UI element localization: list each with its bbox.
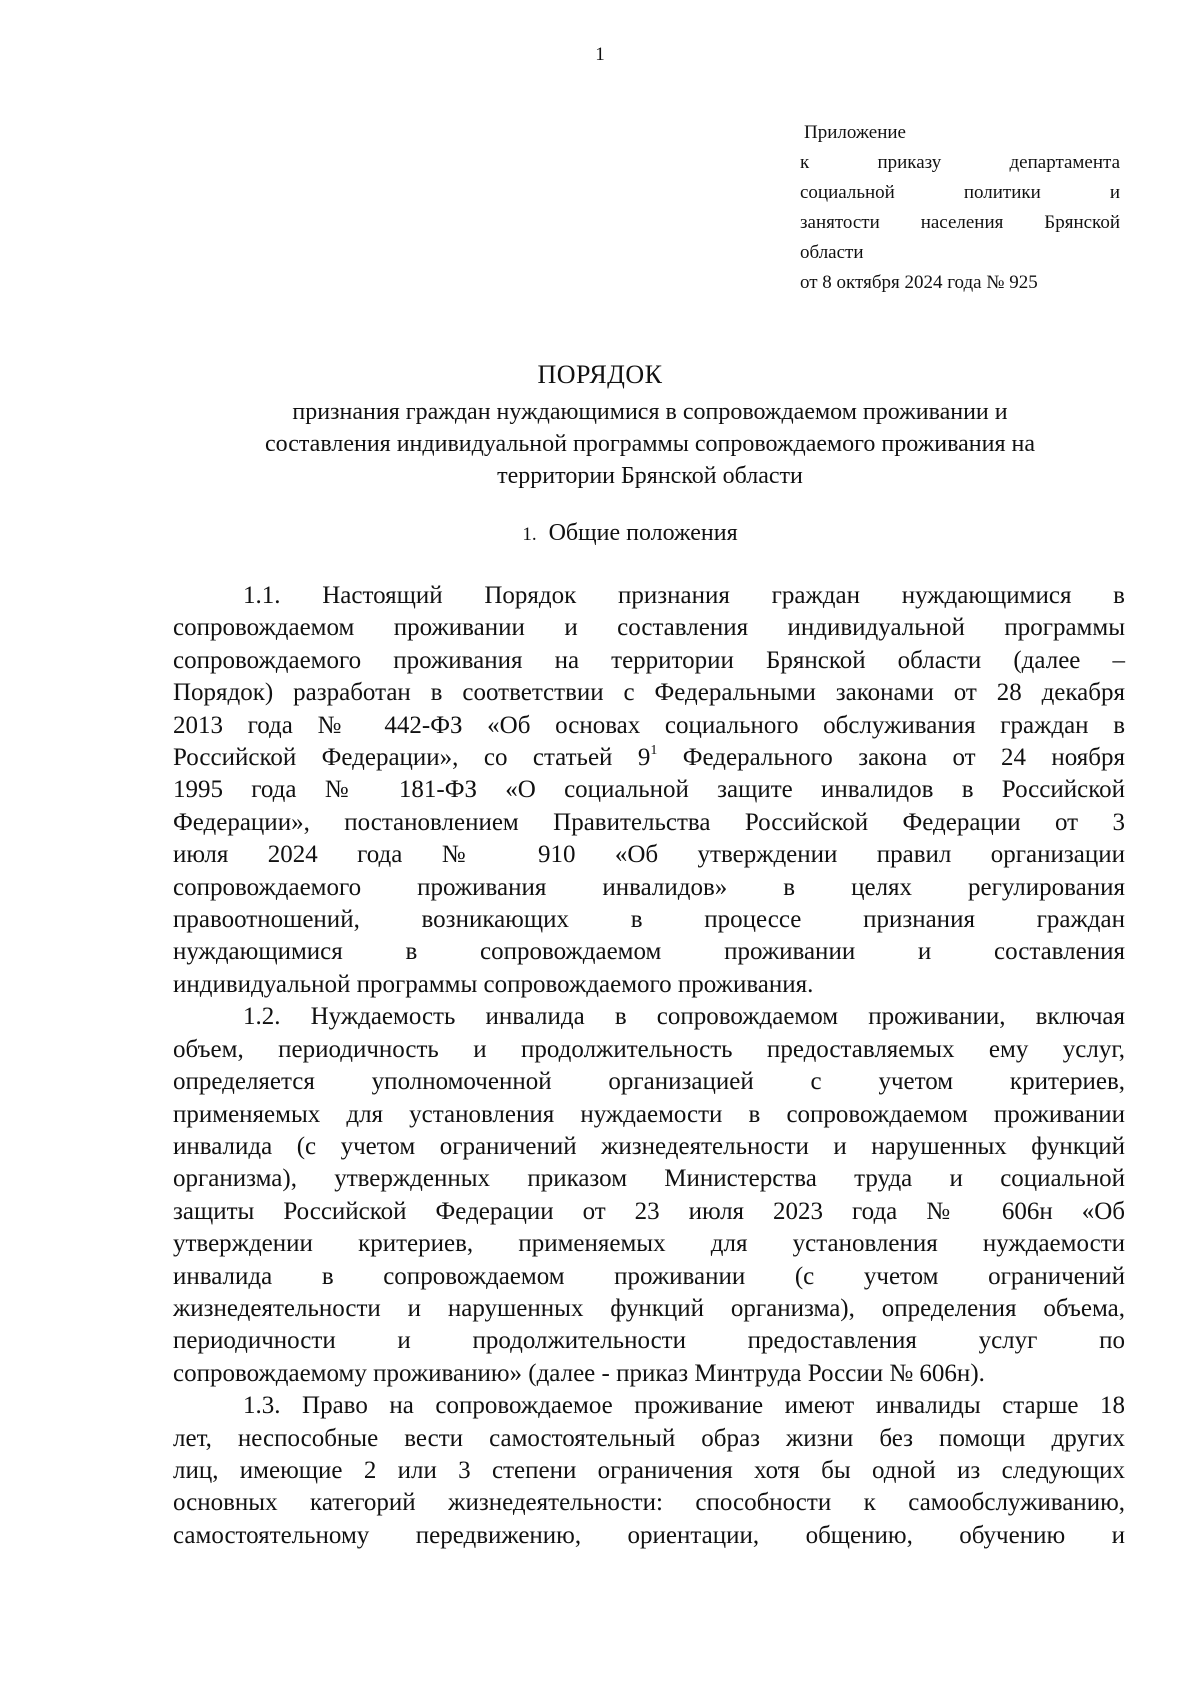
paragraph-1-3 (173, 1390, 1125, 1552)
superscript: 1 (650, 742, 658, 758)
paragraph-1-2 (173, 1001, 1125, 1390)
paragraph-line: правоотношений, возникающих в процессе признания граждан (173, 906, 1125, 934)
paragraph-line: 2013 года № 442-ФЗ «Об основах социального обслуживания граждан в (173, 711, 1125, 739)
paragraph-1-1 (173, 580, 1125, 1001)
paragraph-line: сопровождаемого проживания инвалидов» в целях регулирования (173, 873, 1125, 901)
appendix-block (800, 118, 1120, 298)
paragraph-line: индивидуальной программы сопровождаемого проживания. (173, 970, 814, 998)
page-number: 1 (595, 44, 605, 65)
subtitle-line: территории Брянской области (497, 463, 803, 489)
paragraph-line: сопровождаемому проживанию» (далее - приказ Минтруда России № 606н). (173, 1359, 985, 1387)
paragraph-line: утверждении критериев, применяемых для установления нуждаемости (173, 1230, 1125, 1258)
paragraph-line: сопровождаемого проживания на территории Брянской области (далее – (173, 646, 1125, 674)
subtitle-line: признания граждан нуждающимися в сопровождаемом проживании и (292, 399, 1008, 425)
paragraph-line: основных категорий жизнедеятельности: способности к самообслуживанию, (173, 1489, 1125, 1517)
paragraph-line: лиц, имеющие 2 или 3 степени ограничения хотя бы одной из следующих (173, 1456, 1125, 1484)
appendix-line: занятости населения Брянской (800, 212, 1120, 233)
appendix-line: социальной политики и (800, 182, 1120, 203)
line-text: Федерального закона от 24 ноября (657, 744, 1126, 772)
paragraph-line: инвалида в сопровождаемом проживании (с учетом ограничений (173, 1262, 1125, 1290)
paragraph-line: определяется уполномоченной организацией с учетом критериев, (173, 1068, 1125, 1096)
line-text: Российской Федерации», со статьей 9 (173, 744, 651, 772)
section-heading (0, 520, 1200, 547)
section-title: Общие положения (548, 520, 738, 546)
paragraph-line: 1995 года № 181-ФЗ «О социальной защите инвалидов в Российской (173, 776, 1125, 804)
document-subtitle (170, 396, 1130, 492)
appendix-line: Приложение (804, 122, 906, 143)
document-title: ПОРЯДОК (537, 360, 663, 389)
appendix-line: области (800, 242, 864, 263)
paragraph-line: Федерации», постановлением Правительства Российской Федерации от 3 (173, 808, 1125, 836)
paragraph-line: объем, периодичность и продолжительность предоставляемых ему услуг, (173, 1035, 1125, 1063)
appendix-line: к приказу департамента (800, 152, 1120, 173)
paragraph-line: применяемых для установления нуждаемости в сопровождаемом проживании (173, 1100, 1125, 1128)
paragraph-line: июля 2024 года № 910 «Об утверждении правил организации (173, 841, 1125, 869)
paragraph-line: 1.2. Нуждаемость инвалида в сопровождаемом проживании, включая (243, 1003, 1125, 1031)
paragraph-line: Порядок) разработан в соответствии с Федеральными законами от 28 декабря (173, 679, 1125, 707)
paragraph-line: периодичности и продолжительности предоставления услуг по (173, 1327, 1125, 1355)
paragraph-line: организма), утвержденных приказом Министерства труда и социальной (173, 1165, 1125, 1193)
paragraph-line (173, 742, 1125, 774)
paragraph-line: защиты Российской Федерации от 23 июля 2023 года № 606н «Об (173, 1197, 1125, 1225)
paragraph-line: 1.3. Право на сопровождаемое проживание имеют инвалиды старше 18 (243, 1392, 1125, 1420)
subtitle-line: составления индивидуальной программы сопровождаемого проживания на (265, 431, 1035, 457)
paragraph-line: нуждающимися в сопровождаемом проживании и составления (173, 938, 1125, 966)
paragraph-line: инвалида (с учетом ограничений жизнедеятельности и нарушенных функций (173, 1132, 1125, 1160)
document-body (173, 580, 1125, 1552)
paragraph-line: жизнедеятельности и нарушенных функций организма), определения объема, (173, 1294, 1125, 1322)
paragraph-line: самостоятельному передвижению, ориентации, общению, обучению и (173, 1521, 1125, 1549)
paragraph-line: сопровождаемом проживании и составления индивидуальной программы (173, 614, 1125, 642)
paragraph-line: 1.1. Настоящий Порядок признания граждан нуждающимися в (243, 582, 1125, 609)
paragraph-line: лет, неспособные вести самостоятельный образ жизни без помощи других (173, 1424, 1125, 1452)
section-number: 1. (522, 524, 537, 545)
appendix-line: от 8 октября 2024 года № 925 (800, 272, 1038, 293)
